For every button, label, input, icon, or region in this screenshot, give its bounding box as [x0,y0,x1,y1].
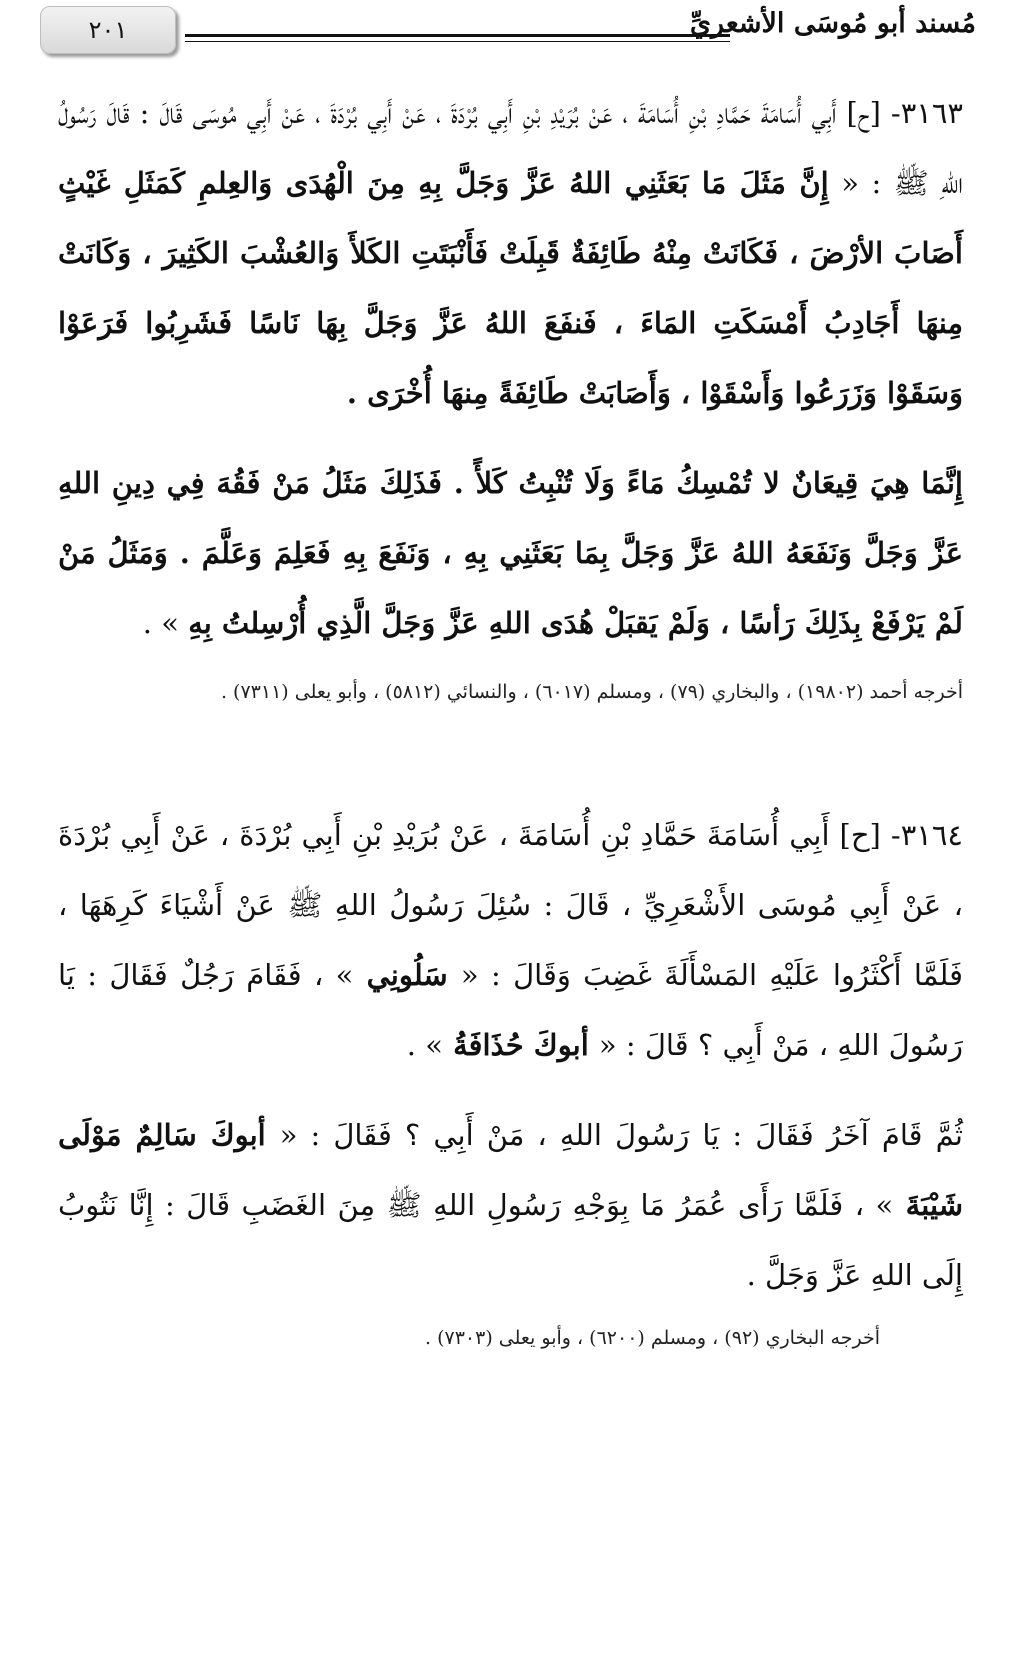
hadith-3163-takhrij [58,666,963,718]
hadith-3163-matn-1: إِنَّ مَثَلَ مَا بَعَثَنِي اللهُ عَزَّ وَجَلَّ بِهِ مِنَ الْهُدَى وَالعِلمِ كَمَثَلِ غَيْثٍ أَصَابَ الأرْضَ ، فَكَانَتْ مِنْهُ طَائِفَةٌ قَبِلَتْ فَأَنْبَتَتِ الكَلأَ وَالعُشْبَ الكَثِيرَ ، وَكَانَتْ مِنهَا أَجَادِبُ أَمْسَكَتِ المَاءَ ، فَنفَعَ اللهُ عَزَّ وَجَلَّ بِهَا نَاسًا فَشَرِبُوا فَرَعَوْا وَسَقَوْا وَزَرَعُوا وَأَسْقَوْا ، وَأَصَابَتْ طَائِفَةً مِنهَا أُخْرَى . [58,166,963,410]
hadith-3163-paragraph-1 [58,78,963,428]
hadith-3163-close-quote: » . [142,606,189,640]
hadith-3164-para2-rest: » ، فَلَمَّا رَأَى عُمَرُ مَا بِوَجْهِ رَسُولِ اللهِ ﷺ مِنَ الغَضَبِ قَالَ : إِنَّا نَتُوبُ إِلَى اللهِ عَزَّ وَجَلَّ . [58,1188,963,1292]
hadith-3164-takhrij [100,1312,880,1364]
hadith-3164-paragraph-2 [58,1100,963,1310]
takhrij-note: أخرجه أحمد (١٩٨٠٢) ، والبخاري (٧٩) ، ومسلم (٦٠١٧) ، والنسائي (٥٨١٢) ، وأبو يعلى (٧٣١١) . [220,681,963,703]
hadith-3164-end-1: » . [406,1028,443,1062]
running-title: مُسند أبو مُوسَى الأشعريِّ [689,8,976,39]
hadith-3164-abuka-salim: أبوكَ سَالِمٌ مَوْلَى شَيْبَةَ [58,1118,963,1222]
header-rule [185,34,730,42]
page-number-badge [40,6,176,54]
hadith-3163-matn-2: إِنَّمَا هِيَ قِيعَانٌ لا تُمْسِكُ مَاءً وَلَا تُنْبِتُ كَلأً . فَذَلِكَ مَثَلُ مَنْ فَقُهَ فِي دِينِ اللهِ عَزَّ وَجَلَّ وَنَفَعَهُ اللهُ عَزَّ وَجَلَّ بِمَا بَعَثَنِي بِهِ ، وَنَفَعَ بِهِ فَعَلِمَ وَعَلَّمَ . وَمَثَلُ مَنْ لَمْ يَرْفَعْ بِذَلِكَ رَأسًا ، وَلَمْ يَقبَلْ هُدَى اللهِ عَزَّ وَجَلَّ الَّذِي أُرْسِلتُ بِهِ [58,466,963,640]
hadith-3163-isnad: ٣١٦٣- [ح] أَبِي أُسَامَةَ حَمَّادِ بْنِ أُسَامَةَ ، عَنْ بُرَيْدِ بْنِ أَبِي بُرْدَةَ ، عَنْ أَبِي بُرْدَةَ ، عَنْ أَبِي مُوسَى قَالَ : قَالَ رَسُولُ اللهِ ﷺ : « [58,96,963,200]
page-header [30,0,980,70]
hadith-3164-para2-start: ثُمَّ قَامَ آخَرُ فَقَالَ : يَا رَسُولَ اللهِ ، مَنْ أَبِي ؟ فَقَالَ : « [279,1118,963,1152]
hadith-3164-mid: » ، فَقَامَ رَجُلٌ فَقَالَ : يَا رَسُولَ اللهِ ، مَنْ أَبِي ؟ قَالَ : « [58,958,963,1062]
page-number: ٢٠١ [88,16,128,44]
hadith-3164-salooni: سَلُونِي [353,958,461,992]
hadith-3164-abuka-hudhafa: أبوكَ حُذَافَةُ [442,1028,599,1062]
hadith-3163-paragraph-2 [58,448,963,658]
takhrij-note: أخرجه البخاري (٩٢) ، ومسلم (٦٢٠٠) ، وأبو يعلى (٧٣٠٣) . [424,1327,880,1349]
hadith-3164-isnad: ٣١٦٤- [ح] أَبِي أُسَامَةَ حَمَّادِ بْنِ أُسَامَةَ ، عَنْ بُرَيْدِ بْنِ أَبِي بُرْدَةَ ، عَنْ أَبِي بُرْدَةَ ، عَنْ أَبِي مُوسَى الأَشْعَرِيِّ ، قَالَ : سُئِلَ رَسُولُ اللهِ ﷺ عَنْ أَشْيَاءَ كَرِهَهَا ، فَلَمَّا أَكْثَرُوا عَلَيْهِ المَسْأَلَةَ غَضِبَ وَقَالَ : « [58,818,963,992]
hadith-3164-paragraph-1 [58,800,963,1080]
